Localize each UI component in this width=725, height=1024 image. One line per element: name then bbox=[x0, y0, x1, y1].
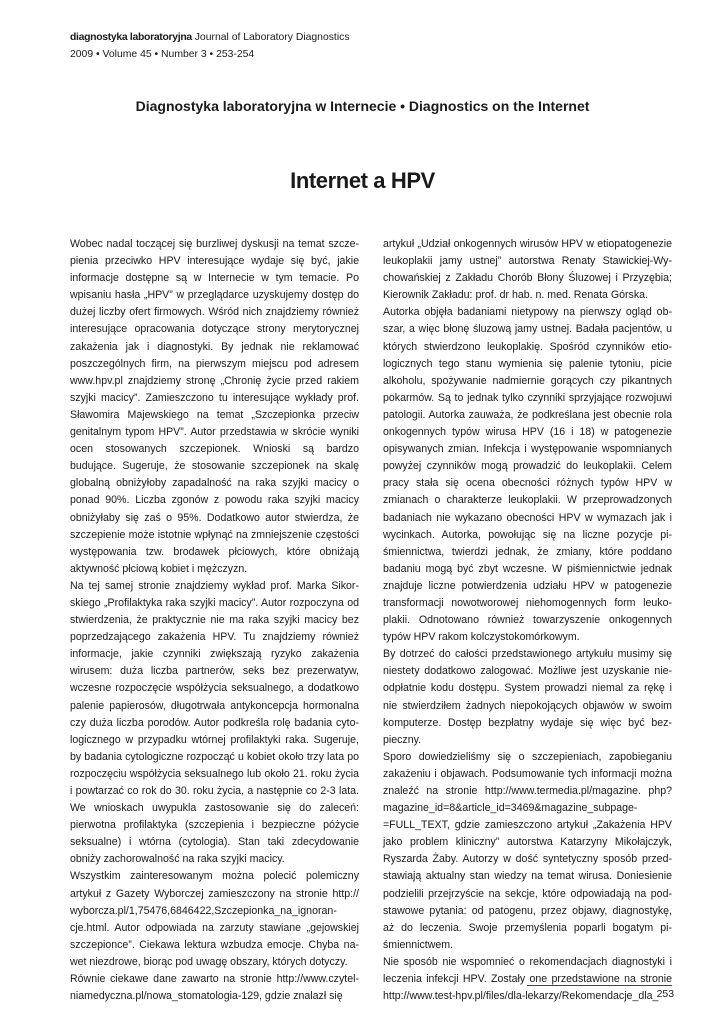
issue-info: 2009 • Volume 45 • Number 3 • 253-254 bbox=[70, 49, 255, 60]
paragraph: Nie sposób nie wspomnieć o rekomendacjach diagnostyki i leczenia infekcji HPV. Zostały one przedstawione na stronie http://www.test-hpv.pl/files/dla-lekarzy/Rekomendacje_dla_ bbox=[383, 955, 672, 1003]
article-title: Internet a HPV bbox=[290, 168, 435, 193]
paragraph: artykuł „Udział onkogennych wirusów HPV w etiopatogenezie leukoplakii jamy ustnej” autorstwa Renaty Stawickiej-Wychowańskiej z Zakładu Chorób Błony Śluzowej i Przyzębia; Kierownik Zakładu: prof. dr hab. n. med. Renata Górska. bbox=[383, 238, 672, 302]
footer-rule bbox=[527, 985, 672, 986]
paragraph: Na tej samej stronie znajdziemy wykład prof. Marka Sikorskiego „Profilaktyka raka szyjki macicy”. Autor rozpoczyna od stwierdzenia, że praktycznie nie ma raka szyjki macicy bez poprzedzającego zakażenia HPV. Tu znajdziemy również informacje, jakie czynniki zwiększają ryzyko zakażenia wirusem: duża liczba partnerów, seks bez prezerwatyw, wczesne rozpoczęcie współżycia seksualnego, a dodatkowo palenie papierosów, długotrwała antykoncepcja hormonalna czy duża liczba porodów. Autor podkreśla rolę badania cytologicznego w przypadku wtórnej profilaktyki raka. Sugeruje, by badania cytologiczne rozpocząć u kobiet około trzy lata po rozpoczęciu współżycia seksualnego lub około 21. roku życia i powtarzać co rok do 30. roku życia, a następnie co 2-3 lata. We wnioskach uwypukla zastosowanie się do zaleceń: pierwotna profilaktyka (szczepienia i bezpieczne póżycie seksualne) i wtórna (cytologia). Stan taki zdecydowanie obniży zachorowalność na raka szyjki macicy. bbox=[70, 579, 359, 866]
right-column bbox=[383, 236, 672, 1005]
journal-name-en: Journal of Laboratory Diagnostics bbox=[194, 32, 350, 43]
paragraph: Sporo dowiedzieliśmy się o szczepieniach, zapobieganiu zakażeniu i objawach. Podsumowanie tych informacji można znaleźć na stronie http://www.termedia.pl/magazine. php?magazine_id=8&article_id=3469&magazine_subpage=FULL_TEXT, gdzie zamieszczono artykuł „Zakażenia HPV jako problem kliniczny” autorstwa Katarzyny Mikołajczyk, Ryszarda Żaby. Autorzy w dość syntetyczny sposób przedstawiają aktualny stan wiedzy na temat wirusa. Doniesienie podzielili przejrzyście na sekcje, które odpowiadają na podstawowe pytania: od patogenu, przez objawy, diagnostykę, aż do leczenia. Swoje przemyślenia poparli bogatym piśmiennictwem. bbox=[383, 750, 672, 951]
paragraph: Równie ciekawe dane zawarto na stronie http://www.czytelniamedyczna.pl/nowa_stomatologia-129, gdzie znalazł się bbox=[70, 973, 359, 1003]
paragraph: Autorka objęła badaniami nietypowy na pierwszy ogląd obszar, a więc błonę śluzową jamy ustnej. Badała pacjentów, u których stwierdzono leukoplakię. Spośród czynników etiologicznych tego stanu wymienia się palenie tytoniu, picie alkoholu, spożywanie nadmiernie gorących czy pikantnych pokarmów. Są to jednak tylko czynniki sprzyjające rozwojuwi patologii. Autorka zauważa, że podkreślana jest obecnie rola onkogennych typów wirusa HPV (16 i 18) w patogenezie opisywanych zmian. Infekcja i występowanie wspomnianych powyżej czynników mogą prowadzić do leukoplakii. Celem pracy stała się ocena obecności różnych typów HPV w zmianach o charakterze leukoplakii. W przeprowadzonych badaniach nie wykazano obecności HPV w wymazach jak i wycinkach. Autorka, powołując się na liczne pozycje piśmiennictwa, twierdzi jednak, że zmiany, które poddano badaniu mogą być zbyt wczesne. W piśmiennictwie jednak znajduje liczne potwierdzenia udziału HPV w patogenezie transformacji nowotworowej niehomogennych form leukoplakii. Odnotowano również towarzyszenie onkogennych typów HPV rakom kolczystokomórkowym. bbox=[383, 306, 672, 644]
section-title: Diagnostyka laboratoryjna w Internecie • Diagnostics on the Internet bbox=[135, 98, 590, 114]
paragraph: Wszystkim zainteresowanym można polecić polemiczny artykuł z Gazety Wyborczej zamieszczony na stronie http:// wyborcza.pl/1,75476,6846422,Szczepionka_na_ignorancje.html. Autor odpowiada na zarzuty stawiane „gejowskiej szczepionce”. Ciekawa lektura wzbudza emocje. Chyba nawet niezdrowe, biorąc pod uwagę obszary, których dotyczy. bbox=[70, 870, 359, 968]
journal-name-pl: diagnostyka laboratoryjna bbox=[70, 32, 192, 43]
paragraph: By dotrzeć do całości przedstawionego artykułu musimy się niestety dodatkowo zalogować. Możliwe jest uzyskanie nieodpłatnie kodu dostępu. System prowadzi niemal za rękę i nie stwierdziłem żadnych niepokojących objawów w swoim komputerze. Dostęp bezpłatny wydaje się więc być bezpieczny. bbox=[383, 648, 672, 746]
journal-header bbox=[70, 29, 350, 63]
journal-name bbox=[70, 29, 350, 46]
left-column bbox=[70, 236, 359, 1005]
page-number: 253 bbox=[656, 989, 674, 1000]
paragraph: Wobec nadal toczącej się burzliwej dyskusji na temat szczepienia przeciwko HPV interesujące wydaje się być, jakie informacje dostępne są w Internecie w tym temacie. Po wpisaniu hasła „HPV” w przeglądarce uzyskujemy dostęp do dużej liczby ofert firmowych. Wśród nich znajdziemy również interesujące opracowania dotyczące strony merytorycznej zakażenia jak i diagnostyki. By jednak nie reklamować poszczególnych firm, na pierwszym miejscu pod adresem www.hpv.pl znajdziemy stronę „Chronię życie przed rakiem szyjki macicy”. Zamieszczono tu interesujące wykłady prof. Sławomira Majewskiego na temat „Szczepionka przeciw genitalnym typom HPV”. Autor przedstawia w skrócie wyniki ocen stosowanych szczepionek. Wnioski są bardzo budujące. Sugeruje, że stosowanie szczepionek na skalę globalną obniżyłoby zapadalność na raka szyjki macicy o ponad 90%. Liczba zgonów z powodu raka szyjki macicy obniżyłaby się zaś o 95%. Dodatkowo autor stwierdza, że szczepienie może istotnie wpłynąć na zmniejszenie częstości występowania tzw. brodawek płciowych, które obniżają aktywność płciową kobiet i mężczyzn. bbox=[70, 238, 359, 575]
